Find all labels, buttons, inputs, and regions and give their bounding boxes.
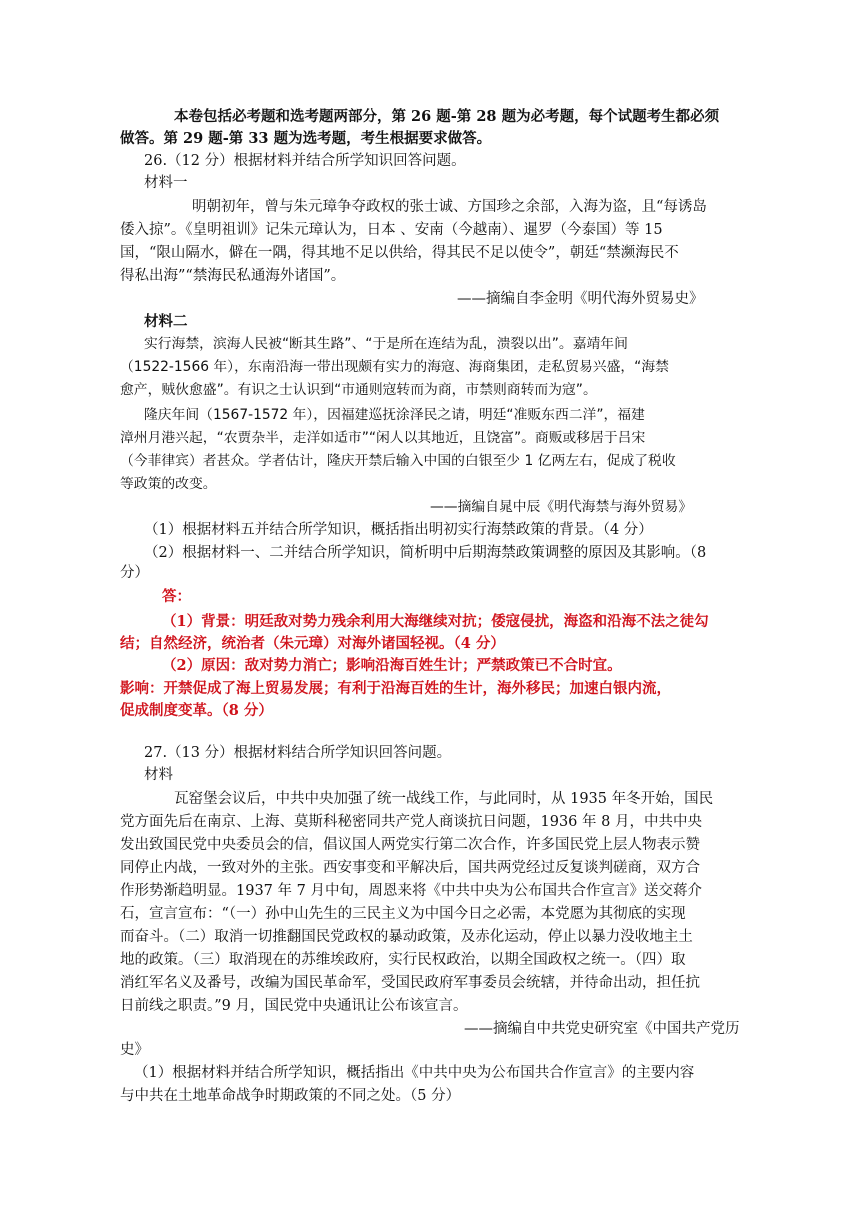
q26-m2-line: 隆庆年间（1567-1572 年），因福建巡抚涂泽民之请，明廷“准贩东西二洋”，福建 xyxy=(144,407,645,423)
q26-answer-line: （2）原因：敌对势力消亡；影响沿海百姓生计；严禁政策已不合时宜。 xyxy=(162,657,622,674)
q26-m1-line: 倭入掠”。《皇明祖训》记朱元璋认为，日本 、安南（今越南）、暹罗（今泰国）等 15 xyxy=(120,222,663,238)
q27-m-line: 作形势渐趋明显。1937 年 7 月中旬，周恩来将《中共中央为公布国共合作宣言》送交蒋介 xyxy=(120,883,702,899)
q26-answer-line: 促成制度变革。（8 分） xyxy=(120,702,273,719)
q26-answer-line: （1）背景：明廷敌对势力残余利用大海继续对抗；倭寇侵扰，海盗和沿海不法之徒勾 xyxy=(162,613,709,630)
intro-line-2: 做答。第 29 题-第 33 题为选考题，考生根据要求做答。 xyxy=(120,130,492,147)
q26-m2-line: （今菲律宾）者甚众。学者估计，隆庆开禁后输入中国的白银至少 1 亿两左右，促成了税收 xyxy=(120,453,676,469)
q27-m-line: 地的政策。（三）取消现在的苏维埃政府，实行民权政治，以期全国政权之统一。（四）取 xyxy=(120,952,686,968)
q27-ask-1-line-1: （1）根据材料并结合所学知识，概括指出《中共中央为公布国共合作宣言》的主要内容 xyxy=(134,1065,695,1081)
q26-m2-line: 愈产，贼伙愈盛”。有识之士认识到“市通则寇转而为商，市禁则商转而为寇”。 xyxy=(120,382,597,398)
q26-answer-label: 答： xyxy=(162,588,191,605)
q27-m-line: 党方面先后在南京、上海、莫斯科秘密同共产党人商谈抗日问题，1936 年 8 月，中共中央 xyxy=(120,814,702,830)
q27-source-line-2: 史》 xyxy=(120,1042,149,1058)
q26-m2-line: 等政策的改变。 xyxy=(120,476,217,492)
q26-material-2-label: 材料二 xyxy=(144,313,188,330)
q26-m2-source: ——摘编自晁中辰《明代海禁与海外贸易》 xyxy=(430,499,693,515)
q27-m-line: 日前线之职责。”9 月，国民党中央通讯让公布该宣言。 xyxy=(120,998,468,1014)
q26-answer-line: 结；自然经济，统治者（朱元璋）对海外诸国轻视。（4 分） xyxy=(120,635,505,652)
q26-m2-line: （1522-1566 年），东南沿海一带出现颇有实力的海寇、海商集团，走私贸易兴盛，“海禁 xyxy=(120,359,669,375)
q27-m-line: 而奋斗。（二）取消一切推翻国民党政权的暴动政策，及赤化运动，停止以暴力没收地主土 xyxy=(120,929,693,945)
q26-m1-line: 明朝初年，曾与朱元璋争夺政权的张士诚、方国珍之余部，入海为盗，且“每诱岛 xyxy=(192,199,707,215)
intro-line-1: 本卷包括必考题和选考题两部分，第 26 题-第 28 题为必考题，每个试题考生都必须 xyxy=(174,108,720,125)
q26-ask-2-line-1: （2）根据材料一、二并结合所学知识，简析明中后期海禁政策调整的原因及其影响。（8 xyxy=(144,545,707,561)
q27-title: 27.（13 分）根据材料结合所学知识回答问题。 xyxy=(144,745,452,761)
q27-m-line: 瓦窑堡会议后，中共中央加强了统一战线工作，与此同时，从 1935 年冬开始，国民 xyxy=(174,791,714,807)
q26-ask-2-line-2: 分） xyxy=(120,565,149,581)
q26-m2-line: 漳州月港兴起，“农贾杂半，走洋如适市”“闲人以其地近，且饶富”。商贩或移居于吕宋 xyxy=(120,430,646,446)
q26-m1-source: ——摘编自李金明《明代海外贸易史》 xyxy=(457,291,704,307)
q27-m-line: 发出致国民党中央委员会的信，倡议国人两党实行第二次合作，许多国民党上层人物表示赞 xyxy=(120,837,700,853)
q26-material-1-label: 材料一 xyxy=(144,175,188,191)
q27-material-label: 材料 xyxy=(144,767,173,783)
q27-m-line: 同停止内战，一致对外的主张。西安事变和平解决后，国共两党经过反复谈判磋商，双方合 xyxy=(120,860,700,876)
q26-m2-line: 实行海禁，滨海人民被“断其生路”、“于是所在连结为乱，溃裂以出”。嘉靖年间 xyxy=(144,336,628,352)
q26-answer-line: 影响：开禁促成了海上贸易发展；有利于沿海百姓的生计，海外移民；加速白银内流， xyxy=(120,680,671,697)
q26-m1-line: 国，“限山隔水，僻在一隅，得其地不足以供给，得其民不足以使令”，朝廷“禁濒海民不 xyxy=(120,245,679,261)
q27-source-line-1: ——摘编自中共党史研究室《中国共产党历 xyxy=(464,1021,740,1037)
q26-m1-line: 得私出海”“禁海民私通海外诸国”。 xyxy=(120,268,346,284)
q27-ask-1-line-2: 与中共在土地革命战争时期政策的不同之处。（5 分） xyxy=(120,1088,461,1104)
q27-m-line: 消红军名义及番号，改编为国民革命军，受国民政府军事委员会统辖，并待命出动，担任抗 xyxy=(120,975,700,991)
q26-title: 26.（12 分）根据材料并结合所学知识回答问题。 xyxy=(144,153,466,169)
q26-ask-1: （1）根据材料五并结合所学知识，概括指出明初实行海禁政策的背景。（4 分） xyxy=(144,522,653,538)
q27-m-line: 石，宣言宣布：“（一）孙中山先生的三民主义为中国今日之必需，本党愿为其彻底的实现 xyxy=(120,906,686,922)
